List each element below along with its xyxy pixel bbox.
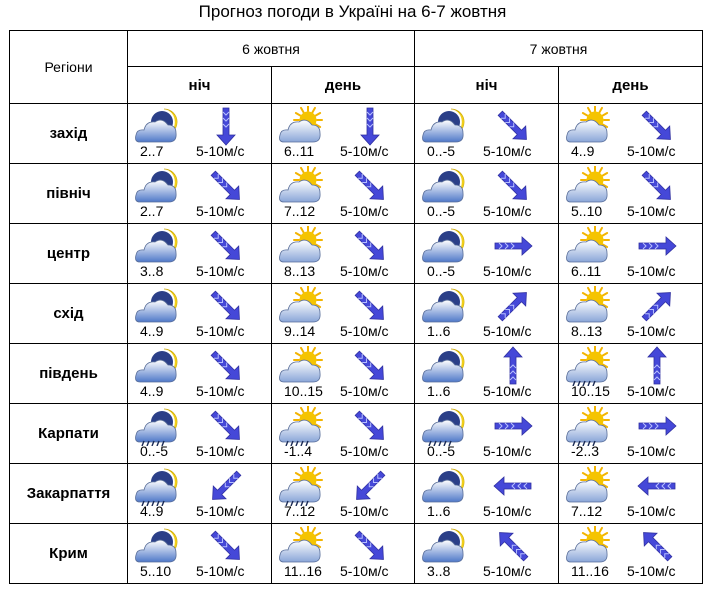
moon-cloud-icon	[134, 526, 180, 566]
wind-arrow-down-left-icon	[202, 466, 250, 506]
wind-arrow-down-right-icon	[346, 406, 394, 446]
sun-cloud-icon	[278, 346, 324, 386]
temperature: 0..-5	[427, 443, 456, 459]
sun-cloud-icon	[565, 166, 611, 206]
temperature: 1..6	[427, 383, 451, 399]
wind-speed: 5-10м/с	[483, 443, 532, 459]
wind-arrow-down-right-icon	[202, 286, 250, 326]
wind-speed: 5-10м/с	[340, 443, 389, 459]
wind-arrow-left-icon	[633, 466, 681, 506]
temperature: 4..9	[140, 323, 164, 339]
forecast-cell	[559, 284, 703, 344]
wind-speed: 5-10м/с	[627, 203, 676, 219]
temperature: 7..12	[571, 503, 603, 519]
forecast-cell	[415, 464, 559, 524]
forecast-cell	[128, 344, 272, 404]
forecast-cell	[415, 524, 559, 584]
wind-arrow-down-icon	[346, 106, 394, 146]
temperature: 1..6	[427, 323, 451, 339]
region-name: центр	[10, 224, 128, 284]
forecast-cell	[559, 464, 703, 524]
wind-speed: 5-10м/с	[483, 563, 532, 579]
forecast-cell	[272, 464, 415, 524]
wind-speed: 5-10м/с	[340, 563, 389, 579]
forecast-cell	[272, 284, 415, 344]
wind-speed: 5-10м/с	[340, 263, 389, 279]
temperature: 8..13	[284, 263, 316, 279]
temperature: 10..15	[284, 383, 323, 399]
forecast-cell	[128, 164, 272, 224]
moon-cloud-icon	[134, 226, 180, 266]
forecast-cell	[559, 224, 703, 284]
temperature: 11..16	[284, 563, 322, 579]
moon-cloud-icon	[421, 346, 467, 386]
sun-cloud-icon	[565, 226, 611, 266]
temperature: 4..9	[140, 503, 164, 519]
forecast-cell	[415, 404, 559, 464]
sun-cloud-icon	[278, 166, 324, 206]
wind-speed: 5-10м/с	[627, 323, 676, 339]
wind-arrow-right-icon	[489, 406, 537, 446]
wind-speed: 5-10м/с	[340, 503, 389, 519]
sun-cloud-rain-icon	[278, 466, 324, 506]
temperature: 8..13	[571, 323, 603, 339]
moon-cloud-icon	[421, 466, 467, 506]
wind-speed: 5-10м/с	[196, 323, 245, 339]
forecast-cell	[415, 284, 559, 344]
date-header-oct-7: 7 жовтня	[415, 31, 703, 67]
moon-cloud-icon	[134, 286, 180, 326]
temperature: 4..9	[140, 383, 164, 399]
region-row	[10, 104, 703, 164]
moon-cloud-rain-icon	[421, 406, 467, 446]
wind-arrow-down-right-icon	[346, 286, 394, 326]
temperature: 5..10	[140, 563, 172, 579]
wind-speed: 5-10м/с	[340, 383, 389, 399]
region-name: схід	[10, 284, 128, 344]
temperature: 4..9	[571, 143, 595, 159]
moon-cloud-icon	[421, 166, 467, 206]
wind-speed: 5-10м/с	[196, 263, 245, 279]
region-row	[10, 164, 703, 224]
sun-cloud-icon	[565, 286, 611, 326]
wind-arrow-right-icon	[633, 226, 681, 266]
region-row	[10, 404, 703, 464]
wind-speed: 5-10м/с	[627, 383, 676, 399]
forecast-cell	[128, 524, 272, 584]
wind-arrow-right-icon	[489, 226, 537, 266]
wind-arrow-down-right-icon	[202, 406, 250, 446]
wind-arrow-down-right-icon	[489, 166, 537, 206]
forecast-cell	[415, 224, 559, 284]
wind-arrow-down-right-icon	[202, 346, 250, 386]
forecast-cell	[272, 164, 415, 224]
moon-cloud-rain-icon	[134, 466, 180, 506]
wind-speed: 5-10м/с	[340, 323, 389, 339]
region-row	[10, 224, 703, 284]
temperature: 10..15	[571, 383, 610, 399]
temperature: 5..10	[571, 203, 603, 219]
wind-arrow-left-icon	[489, 466, 537, 506]
wind-arrow-down-icon	[202, 106, 250, 146]
sun-cloud-icon	[565, 526, 611, 566]
wind-speed: 5-10м/с	[340, 203, 389, 219]
wind-speed: 5-10м/с	[483, 143, 532, 159]
moon-cloud-icon	[134, 106, 180, 146]
wind-speed: 5-10м/с	[196, 383, 245, 399]
wind-speed: 5-10м/с	[196, 143, 245, 159]
moon-cloud-icon	[421, 286, 467, 326]
region-row	[10, 344, 703, 404]
forecast-cell	[128, 404, 272, 464]
temperature: 2..7	[140, 203, 164, 219]
temperature: 0..-5	[427, 143, 456, 159]
temperature: 9..14	[284, 323, 316, 339]
wind-arrow-up-icon	[633, 346, 681, 386]
sun-cloud-rain-icon	[278, 406, 324, 446]
wind-arrow-down-right-icon	[346, 226, 394, 266]
wind-arrow-down-left-icon	[346, 466, 394, 506]
temperature: -1..4	[284, 443, 313, 459]
wind-speed: 5-10м/с	[627, 143, 676, 159]
forecast-cell	[415, 164, 559, 224]
wind-speed: 5-10м/с	[483, 203, 532, 219]
wind-arrow-down-right-icon	[633, 106, 681, 146]
temperature: 7..12	[284, 503, 316, 519]
forecast-cell	[559, 344, 703, 404]
sun-cloud-icon	[278, 226, 324, 266]
moon-cloud-icon	[134, 166, 180, 206]
regions-header: Регіони	[10, 31, 128, 104]
region-row	[10, 524, 703, 584]
wind-speed: 5-10м/с	[340, 143, 389, 159]
wind-arrow-down-right-icon	[633, 166, 681, 206]
wind-arrow-down-right-icon	[346, 526, 394, 566]
wind-speed: 5-10м/с	[627, 443, 676, 459]
wind-arrow-down-right-icon	[202, 166, 250, 206]
region-name: Крим	[10, 524, 128, 584]
wind-arrow-right-icon	[633, 406, 681, 446]
forecast-cell	[272, 224, 415, 284]
wind-speed: 5-10м/с	[483, 263, 532, 279]
sun-cloud-icon	[278, 286, 324, 326]
moon-cloud-icon	[421, 226, 467, 266]
region-name: Карпати	[10, 404, 128, 464]
wind-arrow-up-left-icon	[489, 526, 537, 566]
part-header-night: ніч	[415, 67, 559, 104]
wind-arrow-down-right-icon	[346, 166, 394, 206]
forecast-cell	[128, 224, 272, 284]
region-name: південь	[10, 344, 128, 404]
region-row	[10, 464, 703, 524]
moon-cloud-icon	[134, 346, 180, 386]
wind-speed: 5-10м/с	[196, 563, 245, 579]
moon-cloud-icon	[421, 526, 467, 566]
forecast-cell	[559, 104, 703, 164]
sun-cloud-rain-icon	[565, 346, 611, 386]
wind-arrow-up-icon	[489, 346, 537, 386]
forecast-cell	[559, 404, 703, 464]
forecast-cell	[272, 104, 415, 164]
region-name: північ	[10, 164, 128, 224]
temperature: 7..12	[284, 203, 316, 219]
forecast-cell	[559, 164, 703, 224]
wind-speed: 5-10м/с	[196, 503, 245, 519]
sun-cloud-rain-icon	[565, 406, 611, 446]
wind-speed: 5-10м/с	[627, 503, 676, 519]
wind-speed: 5-10м/с	[483, 503, 532, 519]
region-row	[10, 284, 703, 344]
temperature: 3..8	[427, 563, 451, 579]
temperature: 0..-5	[427, 203, 456, 219]
temperature: 0..-5	[140, 443, 169, 459]
forecast-cell	[128, 284, 272, 344]
temperature: 6..11	[571, 263, 602, 279]
wind-speed: 5-10м/с	[483, 383, 532, 399]
forecast-cell	[272, 344, 415, 404]
forecast-cell	[272, 404, 415, 464]
wind-speed: 5-10м/с	[196, 203, 245, 219]
wind-speed: 5-10м/с	[196, 443, 245, 459]
wind-arrow-up-right-icon	[489, 286, 537, 326]
temperature: 1..6	[427, 503, 451, 519]
sun-cloud-icon	[565, 466, 611, 506]
part-header-day: день	[272, 67, 415, 104]
moon-cloud-icon	[421, 106, 467, 146]
forecast-cell	[128, 104, 272, 164]
wind-arrow-down-right-icon	[202, 226, 250, 266]
sun-cloud-icon	[278, 106, 324, 146]
forecast-cell	[415, 344, 559, 404]
wind-arrow-up-right-icon	[633, 286, 681, 326]
temperature: -2..3	[571, 443, 600, 459]
part-header-night: ніч	[128, 67, 272, 104]
moon-cloud-rain-icon	[134, 406, 180, 446]
date-header-oct-6: 6 жовтня	[128, 31, 415, 67]
temperature: 0..-5	[427, 263, 456, 279]
wind-speed: 5-10м/с	[627, 263, 676, 279]
wind-arrow-down-right-icon	[346, 346, 394, 386]
sun-cloud-icon	[278, 526, 324, 566]
forecast-cell	[415, 104, 559, 164]
page-title: Прогноз погоди в Україні на 6-7 жовтня	[198, 2, 507, 21]
sun-cloud-icon	[565, 106, 611, 146]
part-header-day: день	[559, 67, 703, 104]
region-name: захід	[10, 104, 128, 164]
temperature: 11..16	[571, 563, 609, 579]
wind-speed: 5-10м/с	[483, 323, 532, 339]
forecast-cell	[128, 464, 272, 524]
region-name: Закарпаття	[10, 464, 128, 524]
wind-arrow-up-left-icon	[633, 526, 681, 566]
wind-arrow-down-right-icon	[202, 526, 250, 566]
temperature: 6..11	[284, 143, 315, 159]
forecast-cell	[559, 524, 703, 584]
temperature: 3..8	[140, 263, 164, 279]
wind-speed: 5-10м/с	[627, 563, 676, 579]
wind-arrow-down-right-icon	[489, 106, 537, 146]
forecast-table	[9, 30, 703, 584]
forecast-cell	[272, 524, 415, 584]
temperature: 2..7	[140, 143, 164, 159]
